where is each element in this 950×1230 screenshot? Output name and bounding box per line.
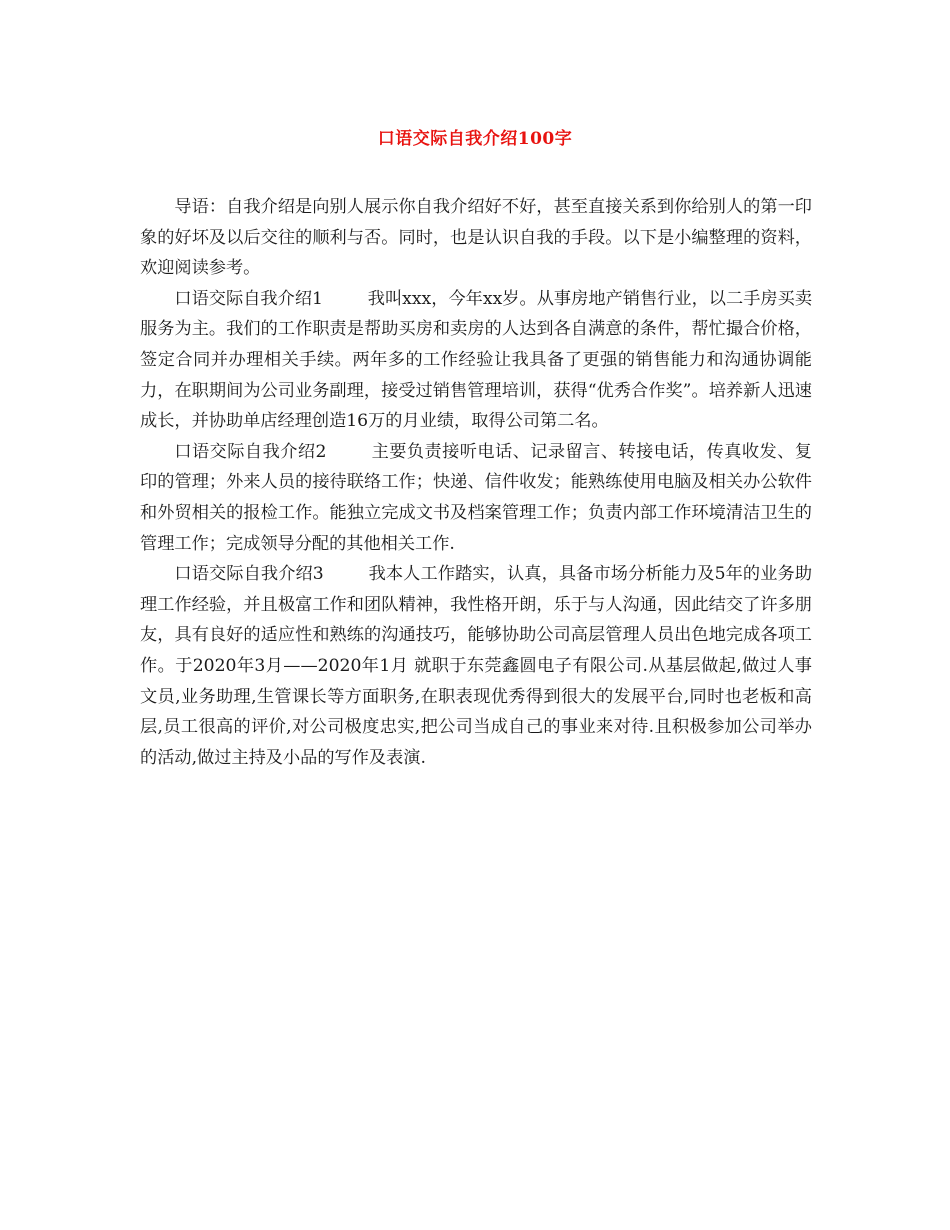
section-text-2: 主要负责接听电话、记录留言、转接电话，传真收发、复印的管理；外来人员的接待联络工作；快递、信件收发；能熟练使用电脑及相关办公软件和外贸相关的报检工作。能独立完成文书及档案管理工作；负责内部工作环境清洁卫生的管理工作；完成领导分配的其他相关工作. — [140, 441, 812, 554]
section-paragraph-2 — [140, 437, 812, 559]
document-body — [140, 192, 812, 773]
section-heading-3: 口语交际自我介绍3 — [174, 564, 324, 585]
section-text-1: 我叫xxx，今年xx岁。从事房地产销售行业，以二手房买卖服务为主。我们的工作职责是帮助买房和卖房的人达到各自满意的条件，帮忙撮合价格，签定合同并办理相关手续。两年多的工作经验让我具备了更强的销售能力和沟通协调能力，在职期间为公司业务副理，接受过销售管理培训，获得“优秀合作奖”。培养新人迅速成长，并协助单店经理创造16万的月业绩，取得公司第二名。 — [140, 288, 813, 432]
section-heading-1: 口语交际自我介绍1 — [174, 288, 323, 309]
section-paragraph-1 — [140, 284, 812, 437]
section-heading-2: 口语交际自我介绍2 — [174, 441, 327, 462]
document-title: 口语交际自我介绍100字 — [377, 129, 573, 149]
section-paragraph-3 — [140, 559, 812, 773]
intro-paragraph: 导语：自我介绍是向别人展示你自我介绍好不好，甚至直接关系到你给别人的第一印象的好坏及以后交往的顺利与否。同时，也是认识自我的手段。以下是小编整理的资料，欢迎阅读参考。 — [140, 197, 812, 279]
section-text-3: 我本人工作踏实，认真，具备市场分析能力及5年的业务助理工作经验，并且极富工作和团队精神，我性格开朗，乐于与人沟通，因此结交了许多朋友，具有良好的适应性和熟练的沟通技巧，能够协助公司高层管理人员出色地完成各项工作。于2020年3月——2020年1月 就职于东莞鑫圆电子有限公司.从基层做起,做过人事文员,业务助理,生管课长等方面职务,在职表现优秀得到很大的发展平台,同时也老板和高层,员工很高的评价,对公司极度忠实,把公司当成自己的事业来对待.且积极参加公司举办的活动,做过主持及小品的写作及表演. — [140, 564, 813, 768]
